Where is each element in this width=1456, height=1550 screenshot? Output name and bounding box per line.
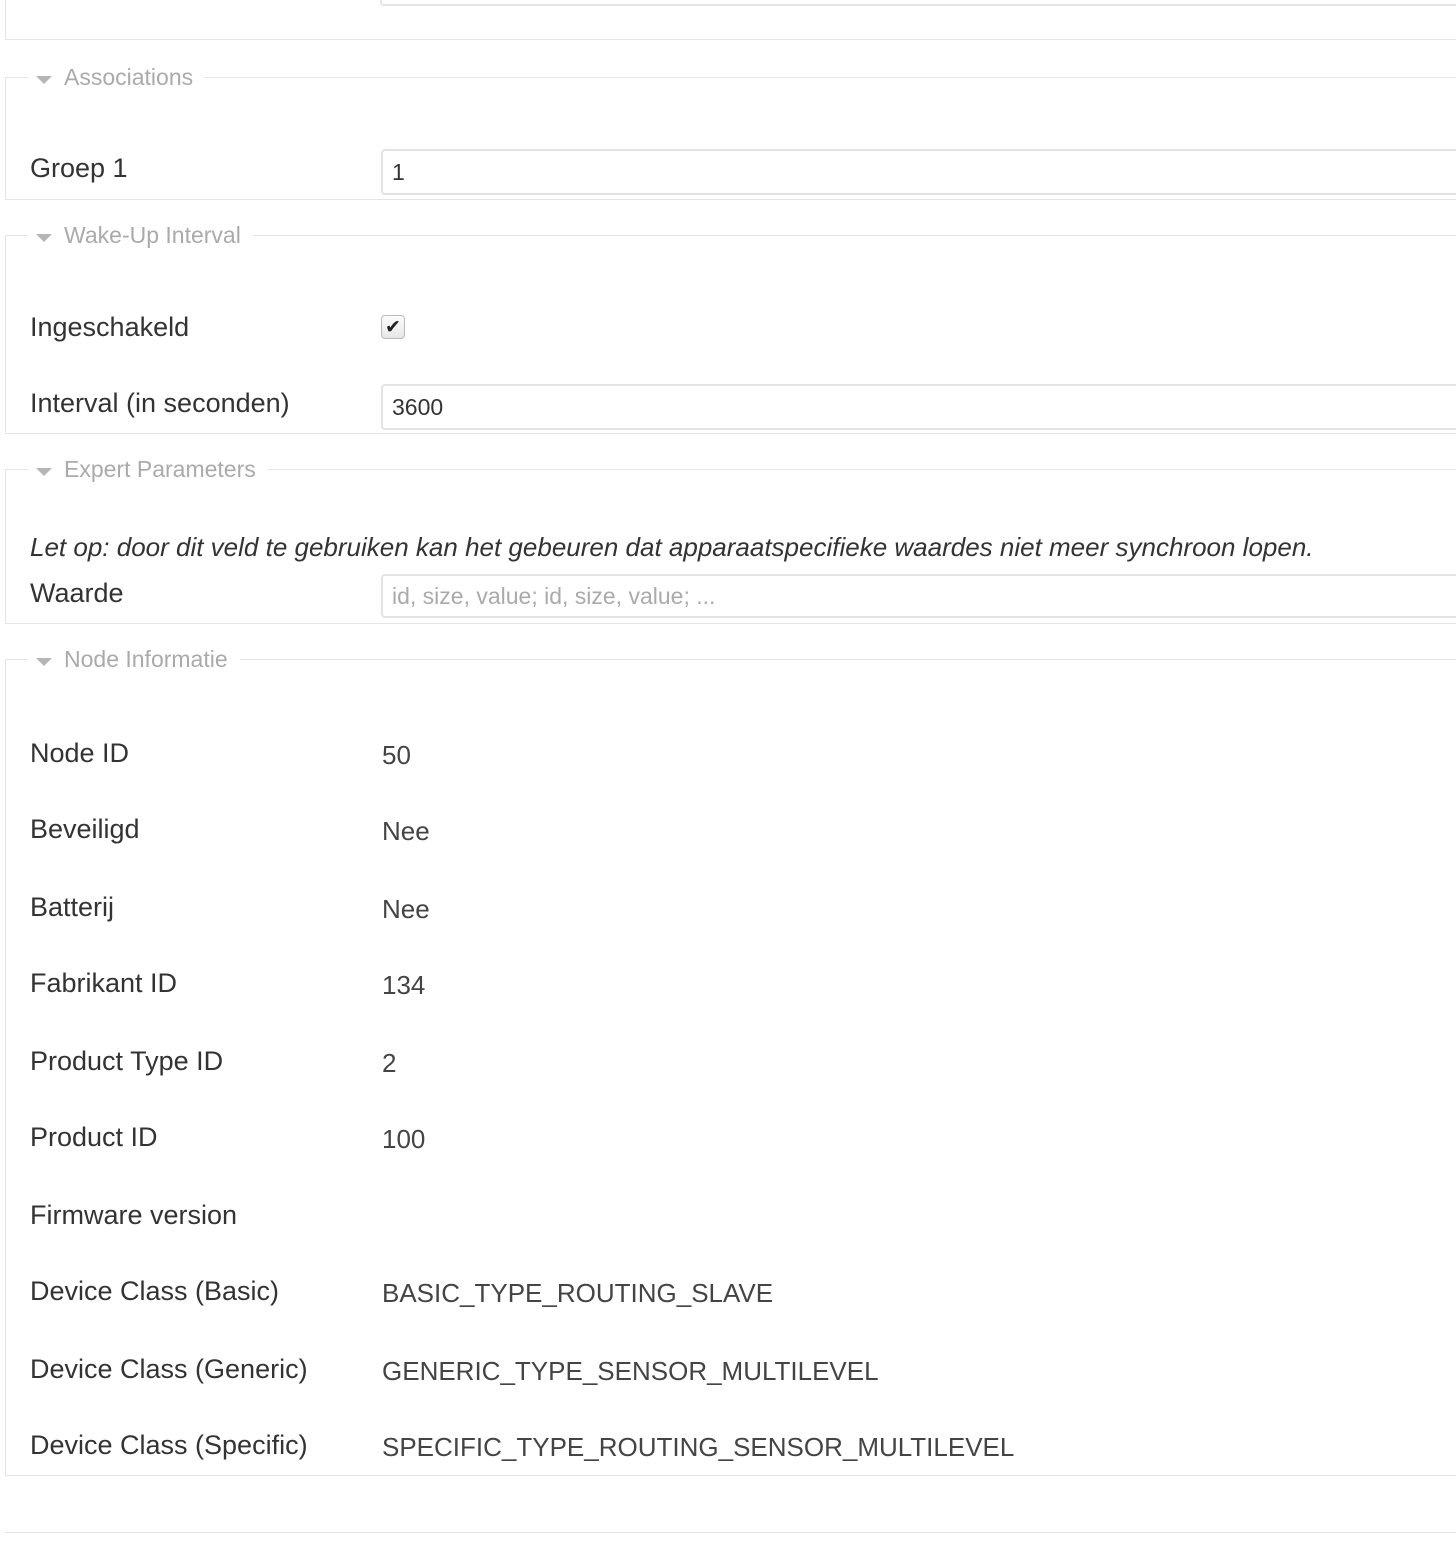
- node-information-legend[interactable]: [28, 644, 240, 674]
- device-class-generic-value: GENERIC_TYPE_SENSOR_MULTILEVEL: [382, 1356, 879, 1386]
- bottom-divider: [5, 1532, 1456, 1533]
- manufacturer-id-label: Fabrikant ID: [30, 968, 178, 998]
- wakeup-interval-section: [5, 220, 1456, 434]
- device-class-basic-label: Device Class (Basic): [30, 1276, 280, 1306]
- expert-parameters-legend[interactable]: [28, 454, 268, 484]
- manufacturer-id-value: 134: [382, 970, 426, 1000]
- previous-section-input[interactable]: [380, 0, 1456, 6]
- expert-value-input[interactable]: [381, 574, 1456, 618]
- group1-label: Groep 1: [30, 153, 128, 183]
- battery-value: Nee: [382, 894, 430, 924]
- wakeup-interval-legend-text: Wake-Up Interval: [64, 222, 241, 248]
- node-id-value: 50: [382, 740, 411, 770]
- secured-label: Beveiligd: [30, 814, 140, 844]
- expert-warning-note: Let op: door dit veld te gebruiken kan het gebeuren dat apparaatspecifieke waardes niet meer synchroon lopen.: [30, 532, 1314, 562]
- device-class-specific-label: Device Class (Specific): [30, 1430, 308, 1460]
- associations-legend[interactable]: [28, 62, 205, 92]
- expert-parameters-section: [5, 454, 1456, 624]
- wakeup-interval-label: Interval (in seconden): [30, 388, 290, 418]
- wakeup-enabled-checkbox[interactable]: [381, 315, 405, 339]
- product-type-id-label: Product Type ID: [30, 1046, 224, 1076]
- wakeup-enabled-label: Ingeschakeld: [30, 312, 190, 342]
- caret-down-icon: [36, 234, 52, 242]
- device-class-basic-value: BASIC_TYPE_ROUTING_SLAVE: [382, 1278, 774, 1308]
- product-type-id-value: 2: [382, 1048, 397, 1078]
- product-id-value: 100: [382, 1124, 426, 1154]
- caret-down-icon: [36, 76, 52, 84]
- device-class-generic-label: Device Class (Generic): [30, 1354, 308, 1384]
- caret-down-icon: [36, 658, 52, 666]
- expert-parameters-legend-text: Expert Parameters: [64, 456, 256, 482]
- battery-label: Batterij: [30, 892, 115, 922]
- product-id-label: Product ID: [30, 1122, 158, 1152]
- device-class-specific-value: SPECIFIC_TYPE_ROUTING_SENSOR_MULTILEVEL: [382, 1432, 1015, 1462]
- node-information-section: [5, 644, 1456, 1476]
- associations-legend-text: Associations: [64, 64, 194, 90]
- firmware-version-label: Firmware version: [30, 1200, 238, 1230]
- checkmark-icon: ✔: [385, 316, 401, 338]
- node-id-label: Node ID: [30, 738, 130, 768]
- caret-down-icon: [36, 468, 52, 476]
- secured-value: Nee: [382, 816, 430, 846]
- node-information-legend-text: Node Informatie: [64, 646, 228, 672]
- group1-input[interactable]: [381, 149, 1456, 195]
- associations-section: [5, 62, 1456, 200]
- wakeup-interval-legend[interactable]: [28, 220, 253, 250]
- expert-value-label: Waarde: [30, 578, 124, 608]
- wakeup-interval-input[interactable]: [381, 384, 1456, 430]
- previous-section: [5, 0, 1456, 40]
